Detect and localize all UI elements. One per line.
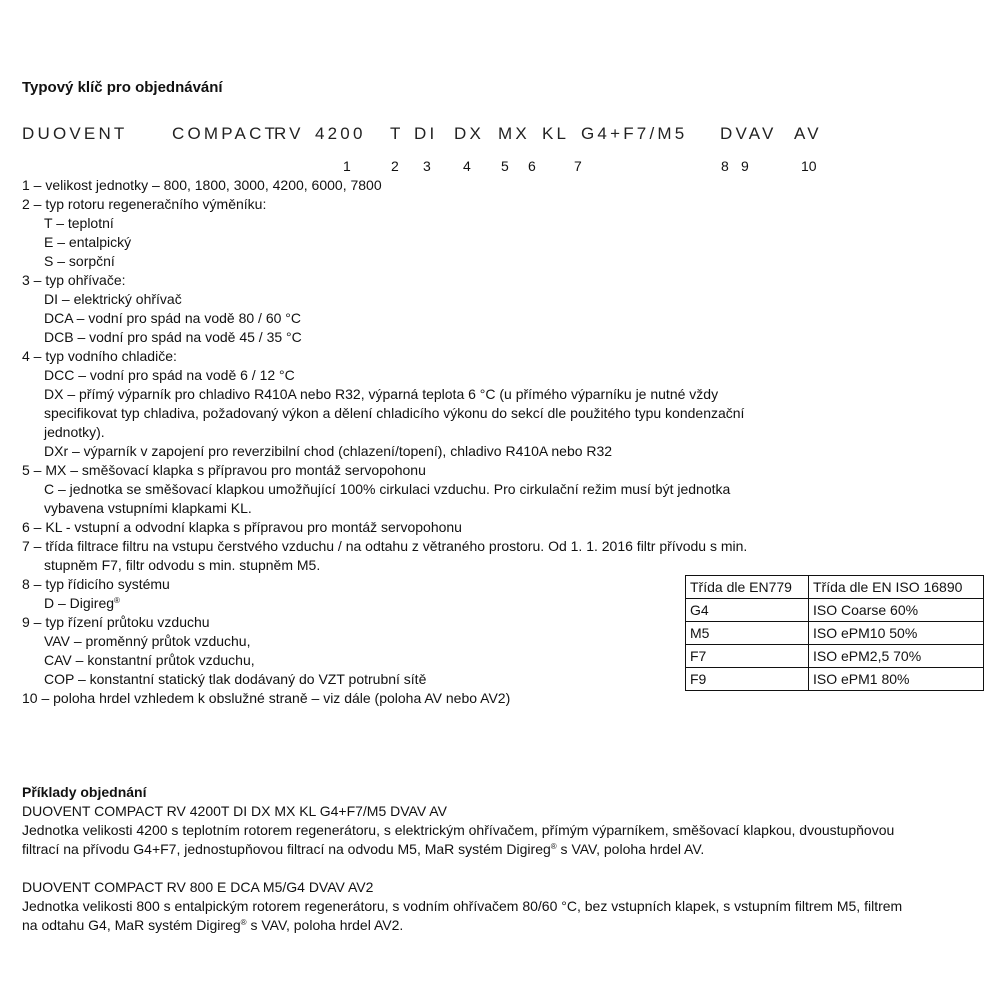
list-item: [22, 328, 747, 347]
table-header-row: [686, 576, 984, 599]
list-item: [22, 195, 747, 214]
list-item-text: DXr – výparník v zapojení pro reverzibilní chod (chlazení/topení), chladivo R410A nebo R32: [44, 443, 613, 459]
position-number: 6: [528, 158, 536, 174]
list-item: [22, 461, 747, 480]
example-description: [22, 916, 902, 935]
table-row: [686, 622, 984, 645]
list-item-text: stupněm F7, filtr odvodu s min. stupněm M5.: [44, 557, 321, 573]
list-item: [22, 689, 747, 708]
table-header: Třída dle EN ISO 16890: [809, 576, 984, 599]
code-token: DX: [454, 124, 485, 143]
list-item: [22, 290, 747, 309]
position-number: 3: [423, 158, 431, 174]
position-number: 5: [501, 158, 509, 174]
list-item-text: 1 – velikost jednotky – 800, 1800, 3000, 4200, 6000, 7800: [22, 177, 382, 193]
list-item: [22, 366, 747, 385]
table-row: [686, 645, 984, 668]
order-examples: [22, 783, 902, 935]
table-cell: F7: [686, 645, 809, 668]
position-number: 1: [343, 158, 351, 174]
example-code: DUOVENT COMPACT RV 800 E DCA M5/G4 DVAV AV2: [22, 879, 374, 895]
list-item-text: 8 – typ řídicího systému: [22, 576, 170, 592]
code-token: MX: [498, 124, 530, 143]
list-item-text: 7 – třída filtrace filtru na vstupu čerstvého vzduchu / na odtahu z větraného prostoru. Od 1. 1. 2016 filtr přívodu s min.: [22, 538, 748, 554]
example-description: Jednotka velikosti 800 s entalpickým rotorem regenerátoru, s vodním ohřívačem 80/60 °C, bez vstupních klapek, s vstupním filtrem M5, filtrem: [22, 898, 903, 914]
list-item: [22, 480, 747, 499]
code-token: G4+F7/M5: [581, 124, 688, 143]
page-heading: Typový klíč pro objednávání: [22, 79, 223, 96]
list-item-text: 4 – typ vodního chladiče:: [22, 348, 177, 364]
example-text: s VAV, poloha hrdel AV.: [556, 841, 705, 857]
list-item: [22, 499, 747, 518]
list-item: [22, 252, 747, 271]
list-item-text: E – entalpický: [44, 234, 132, 250]
example-description: Jednotka velikosti 4200 s teplotním rotorem regenerátoru, s elektrickým ohřívačem, přímým výparníkem, směšovací klapkou, dvoustupňovou: [22, 822, 895, 838]
list-item: [22, 632, 747, 651]
list-item: [22, 176, 747, 195]
code-token: 4200: [315, 124, 366, 143]
position-number: 10: [801, 158, 817, 174]
code-token: RV: [274, 124, 304, 143]
type-code: [22, 124, 982, 146]
example-text: na odtahu G4, MaR systém Digireg: [22, 917, 241, 933]
examples-title: Příklady objednání: [22, 784, 147, 800]
list-item-text: DI – elektrický ohřívač: [44, 291, 182, 307]
list-item-text: CAV – konstantní průtok vzduchu,: [44, 652, 255, 668]
list-item: [22, 404, 747, 423]
list-item-text: T – teplotní: [44, 215, 114, 231]
position-numbers: [0, 158, 1000, 176]
list-item-text: DCA – vodní pro spád na vodě 80 / 60 °C: [44, 310, 301, 326]
list-item: [22, 233, 747, 252]
table-cell: M5: [686, 622, 809, 645]
table-cell: ISO ePM10 50%: [809, 622, 984, 645]
list-item: [22, 271, 747, 290]
list-item: [22, 556, 747, 575]
list-item-text: VAV – proměnný průtok vzduchu,: [44, 633, 251, 649]
list-item-text: 9 – typ řízení průtoku vzduchu: [22, 614, 210, 630]
list-item: [22, 594, 747, 613]
table-cell: G4: [686, 599, 809, 622]
registered-mark: ®: [240, 918, 247, 927]
list-item-text: 6 – KL - vstupní a odvodní klapka s přípravou pro montáž servopohonu: [22, 519, 462, 535]
table-row: [686, 599, 984, 622]
filter-class-table: [685, 575, 984, 691]
position-number: 7: [574, 158, 582, 174]
table-cell: F9: [686, 668, 809, 691]
list-item-text: 2 – typ rotoru regeneračního výměníku:: [22, 196, 267, 212]
list-item: [22, 214, 747, 233]
list-item: [22, 651, 747, 670]
list-item-text: D – Digireg: [44, 595, 115, 611]
legend-list: [22, 176, 747, 708]
code-token: DVAV: [720, 124, 777, 143]
list-item-text: DX – přímý výparník pro chladivo R410A nebo R32, výparná teplota 6 °C (u přímého výparníku je nutné vždy: [44, 386, 719, 402]
list-item-text: jednotky).: [44, 424, 105, 440]
list-item: [22, 670, 747, 689]
list-item: [22, 442, 747, 461]
list-item-text: 5 – MX – směšovací klapka s přípravou pro montáž servopohonu: [22, 462, 426, 478]
code-token: KL: [542, 124, 570, 143]
list-item-text: COP – konstantní statický tlak dodávaný do VZT potrubní sítě: [44, 671, 427, 687]
code-token: T: [390, 124, 404, 143]
list-item: [22, 423, 747, 442]
list-item: [22, 518, 747, 537]
list-item-text: 3 – typ ohřívače:: [22, 272, 126, 288]
list-item-text: vybavena vstupními klapkami KL.: [44, 500, 252, 516]
table-row: [686, 668, 984, 691]
position-number: 8: [721, 158, 729, 174]
table-cell: ISO Coarse 60%: [809, 599, 984, 622]
position-number: 9: [741, 158, 749, 174]
list-item-text: DCB – vodní pro spád na vodě 45 / 35 °C: [44, 329, 302, 345]
example-description: [22, 840, 902, 859]
code-token: DI: [414, 124, 438, 143]
position-number: 2: [391, 158, 399, 174]
list-item-text: DCC – vodní pro spád na vodě 6 / 12 °C: [44, 367, 295, 383]
example-text: filtrací na přívodu G4+F7, jednostupňovou filtrací na odvodu M5, MaR systém Digireg: [22, 841, 551, 857]
code-token: DUOVENT: [22, 124, 128, 143]
list-item: [22, 347, 747, 366]
code-token: COMPACT: [172, 124, 279, 143]
table-cell: ISO ePM2,5 70%: [809, 645, 984, 668]
table-header: Třída dle EN779: [686, 576, 809, 599]
list-item: [22, 613, 747, 632]
list-item: [22, 309, 747, 328]
registered-mark: ®: [550, 842, 557, 851]
registered-mark: ®: [114, 596, 120, 605]
example-code: DUOVENT COMPACT RV 4200T DI DX MX KL G4+F7/M5 DVAV AV: [22, 803, 447, 819]
list-item-text: S – sorpční: [44, 253, 115, 269]
table-cell: ISO ePM1 80%: [809, 668, 984, 691]
code-token: AV: [794, 124, 822, 143]
list-item: [22, 385, 747, 404]
position-number: 4: [463, 158, 471, 174]
list-item: [22, 537, 747, 556]
example-text: s VAV, poloha hrdel AV2.: [246, 917, 404, 933]
list-item-text: specifikovat typ chladiva, požadovaný výkon a dělení chladicího výkonu do sekcí dle použitého typu kondenzační: [44, 405, 745, 421]
list-item-text: 10 – poloha hrdel vzhledem k obslužné straně – viz dále (poloha AV nebo AV2): [22, 690, 511, 706]
list-item-text: C – jednotka se směšovací klapkou umožňující 100% cirkulaci vzduchu. Pro cirkulační režim musí být jednotka: [44, 481, 731, 497]
list-item: [22, 575, 747, 594]
